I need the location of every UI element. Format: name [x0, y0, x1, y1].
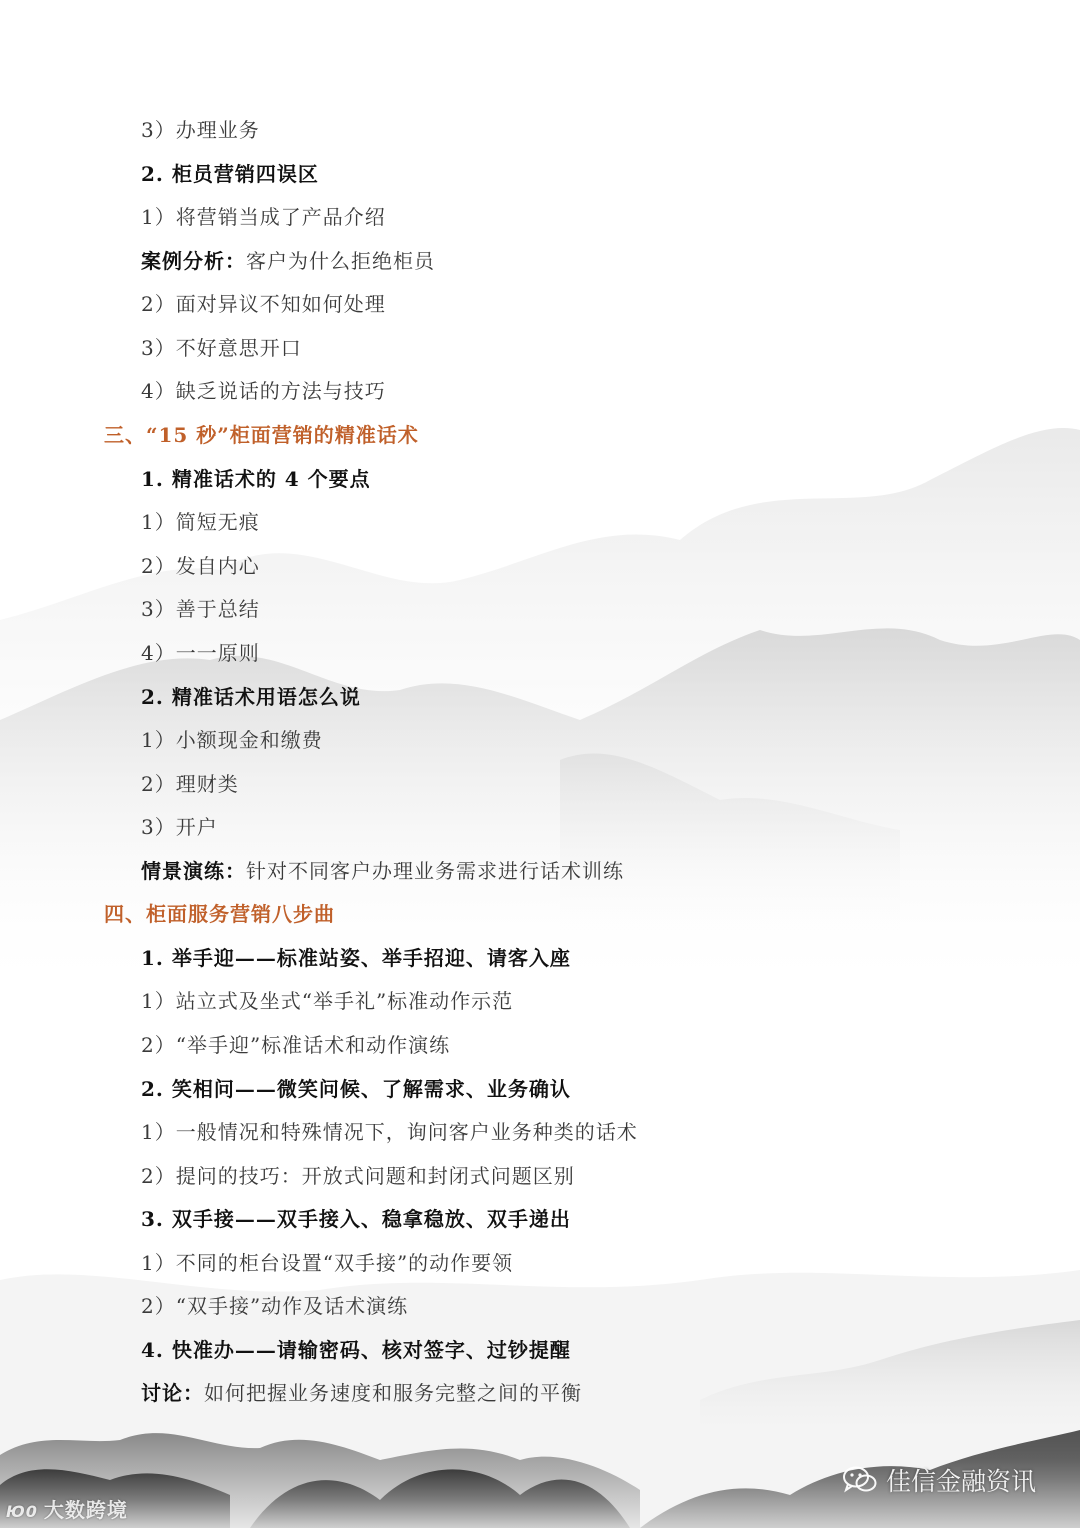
section-heading: 四、柜面服务营销八步曲 [104, 902, 335, 926]
subheading: 2. 柜员营销四误区 [141, 162, 319, 186]
list-item: 1）一般情况和特殊情况下，询问客户业务种类的话术 [141, 1120, 638, 1144]
list-item: 3）不好意思开口 [141, 336, 302, 360]
subheading: 1. 举手迎——标准站姿、举手招迎、请客入座 [141, 946, 571, 970]
watermark-right [842, 1462, 1036, 1498]
case-text: 如何把握业务速度和服务完整之间的平衡 [204, 1381, 582, 1405]
list-item: 2）“举手迎”标准话术和动作演练 [141, 1033, 451, 1057]
case-text: 针对不同客户办理业务需求进行话术训练 [246, 859, 624, 883]
list-item: 2）面对异议不知如何处理 [141, 292, 386, 316]
watermark-left [6, 1494, 128, 1523]
case-analysis [141, 248, 435, 274]
watermark-logo: Ю0 [6, 1502, 38, 1521]
list-item: 1）不同的柜台设置“双手接”的动作要领 [141, 1251, 514, 1275]
list-item: 4）缺乏说话的方法与技巧 [141, 379, 386, 403]
subheading: 4. 快准办——请输密码、核对签字、过钞提醒 [141, 1338, 571, 1362]
list-item: 3）开户 [141, 815, 218, 839]
list-item: 1）简短无痕 [141, 510, 260, 534]
list-item: 2）发自内心 [141, 554, 260, 578]
wechat-icon [842, 1465, 878, 1495]
subheading: 1. 精准话术的 4 个要点 [141, 467, 371, 491]
list-item: 2）理财类 [141, 772, 239, 796]
discussion [141, 1380, 582, 1406]
list-item: 1）小额现金和缴费 [141, 728, 323, 752]
subheading: 2. 精准话术用语怎么说 [141, 685, 361, 709]
subheading: 2. 笑相问——微笑问候、了解需求、业务确认 [141, 1077, 571, 1101]
watermark-left-text: 大数跨境 [43, 1498, 128, 1522]
list-item: 3）办理业务 [141, 118, 260, 142]
list-item: 3）善于总结 [141, 597, 260, 621]
list-item: 4）一一原则 [141, 641, 260, 665]
case-label: 讨论： [141, 1381, 204, 1405]
section-heading: 三、“15 秒”柜面营销的精准话术 [104, 423, 419, 447]
subheading: 3. 双手接——双手接入、稳拿稳放、双手递出 [141, 1207, 571, 1231]
list-item: 2）“双手接”动作及话术演练 [141, 1294, 409, 1318]
list-item: 2）提问的技巧：开放式问题和封闭式问题区别 [141, 1164, 575, 1188]
case-label: 案例分析： [141, 249, 246, 273]
watermark-right-text: 佳信金融资讯 [886, 1467, 1037, 1496]
scenario-practice [141, 858, 624, 884]
list-item: 1）站立式及坐式“举手礼”标准动作示范 [141, 989, 514, 1013]
case-text: 客户为什么拒绝柜员 [246, 249, 435, 273]
case-label: 情景演练： [141, 859, 246, 883]
list-item: 1）将营销当成了产品介绍 [141, 205, 386, 229]
